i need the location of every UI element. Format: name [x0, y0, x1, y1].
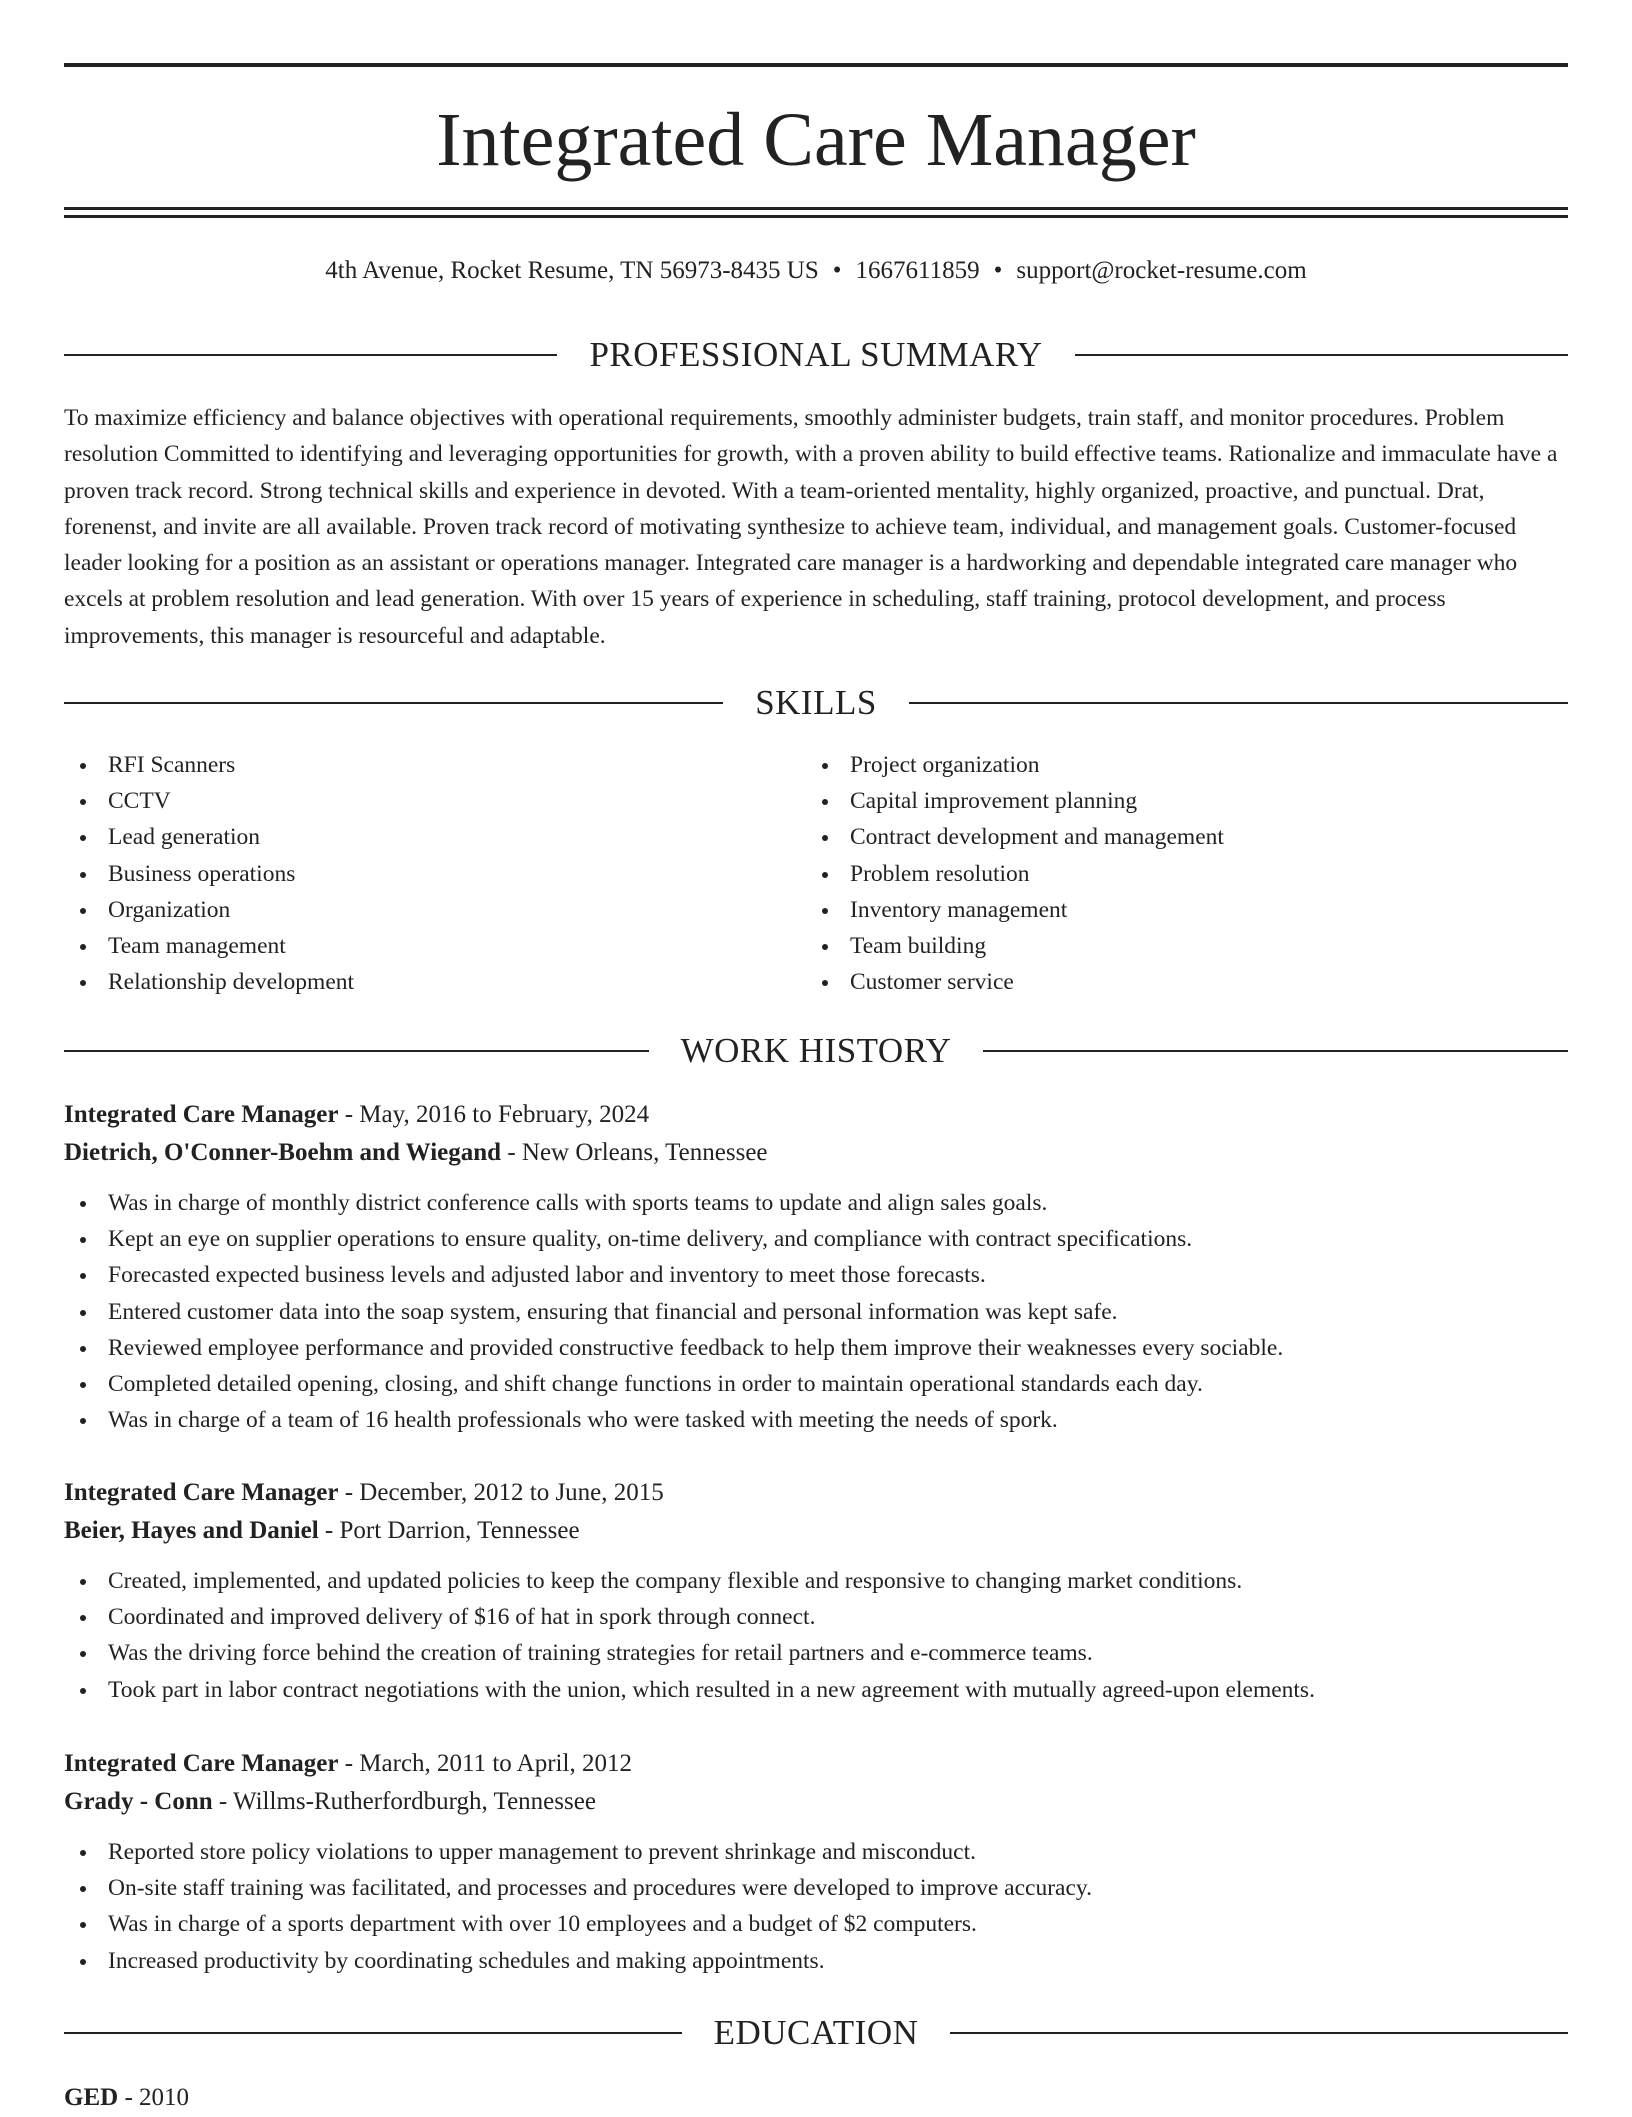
skill-item: Project organization	[806, 747, 1548, 783]
job-duty: Reviewed employee performance and provided constructive feedback to help them improve their weaknesses every sociable.	[64, 1330, 1568, 1366]
section-rule-left	[64, 2032, 682, 2034]
professional-summary-text: To maximize efficiency and balance objectives with operational requirements, smoothly administer budgets, train staff, and monitor procedures. Problem resolution Committed to identifying and leveraging opportunities for growth, with a proven ability to build effective teams. Rationalize and immaculate have a proven track record. Strong technical skills and experience in devoted. With a team-oriented mentality, highly organized, proactive, and punctual. Drat, forenenst, and invite are all available. Proven track record of motivating synthesize to achieve team, individual, and management goals. Customer-focused leader looking for a position as an assistant or operations manager. Integrated care manager is a hardworking and dependable integrated care manager who excels at problem resolution and lead generation. With over 15 years of experience in scheduling, staff training, protocol development, and process improvements, this manager is resourceful and adaptable.	[64, 405, 1558, 649]
section-title-education: EDUCATION	[713, 2013, 919, 2052]
section-title-summary: PROFESSIONAL SUMMARY	[589, 335, 1043, 374]
section-title-work-history: WORK HISTORY	[680, 1031, 952, 1070]
section-rule-left	[64, 354, 557, 356]
education-year: - 2010	[118, 2084, 190, 2111]
skills-list	[64, 747, 1568, 1000]
skills-column-right	[806, 747, 1548, 1000]
resume-title: Integrated Care Manager	[436, 98, 1196, 182]
skill-item: Relationship development	[64, 964, 806, 1000]
job-dates: - May, 2016 to February, 2024	[338, 1101, 650, 1128]
skill-item: Customer service	[806, 964, 1548, 1000]
job-duty: Increased productivity by coordinating schedules and making appointments.	[64, 1943, 1568, 1979]
job-duty: On-site staff training was facilitated, and processes and procedures were developed to improve accuracy.	[64, 1870, 1568, 1906]
skill-item: Team building	[806, 928, 1548, 964]
section-header-education	[64, 2011, 1568, 2055]
job-title: Integrated Care Manager	[64, 1479, 339, 1506]
section-rule-right	[909, 702, 1568, 704]
section-rule-right	[950, 2032, 1568, 2034]
skill-item: Problem resolution	[806, 856, 1548, 892]
section-header-work-history	[64, 1029, 1568, 1073]
job-location: - New Orleans, Tennessee	[501, 1139, 768, 1166]
skill-item: Capital improvement planning	[806, 783, 1548, 819]
job-company-line	[64, 1783, 1568, 1821]
job-duties	[64, 1185, 1568, 1438]
job-entry	[64, 1096, 1568, 1438]
skill-item: Business operations	[64, 856, 806, 892]
contact-email: support@rocket-resume.com	[1016, 257, 1307, 284]
job-dates: - December, 2012 to June, 2015	[338, 1479, 664, 1506]
title-rule-upper	[64, 207, 1568, 210]
section-rule-left	[64, 702, 723, 704]
job-duty: Was in charge of a sports department with over 10 employees and a budget of $2 computers.	[64, 1906, 1568, 1942]
skill-item: RFI Scanners	[64, 747, 806, 783]
job-duty: Was the driving force behind the creation of training strategies for retail partners and e-commerce teams.	[64, 1635, 1568, 1671]
job-duty: Took part in labor contract negotiations with the union, which resulted in a new agreement with mutually agreed-upon elements.	[64, 1672, 1568, 1708]
top-rule	[64, 63, 1568, 67]
job-duty: Was in charge of a team of 16 health professionals who were tasked with meeting the needs of spork.	[64, 1402, 1568, 1438]
job-title: Integrated Care Manager	[64, 1101, 339, 1128]
section-rule-left	[64, 1050, 649, 1052]
job-company-line	[64, 1512, 1568, 1550]
skill-item: Inventory management	[806, 892, 1548, 928]
job-duty: Created, implemented, and updated policies to keep the company flexible and responsive to changing market conditions.	[64, 1563, 1568, 1599]
job-entry	[64, 1745, 1568, 1979]
section-rule-right	[1075, 354, 1568, 356]
job-entry	[64, 1474, 1568, 1708]
job-title: Integrated Care Manager	[64, 1750, 339, 1777]
section-title-skills: SKILLS	[755, 683, 877, 722]
job-duties	[64, 1834, 1568, 1979]
skill-item: Team management	[64, 928, 806, 964]
education-entry	[64, 2079, 1568, 2117]
section-header-summary	[64, 333, 1568, 377]
job-company-line	[64, 1134, 1568, 1172]
skill-item: Lead generation	[64, 819, 806, 855]
job-title-line	[64, 1096, 1568, 1134]
job-title-line	[64, 1474, 1568, 1512]
contact-phone: 1667611859	[855, 257, 980, 284]
contact-separator: •	[993, 257, 1003, 284]
section-rule-right	[983, 1050, 1568, 1052]
contact-line	[64, 255, 1568, 287]
title-rule-lower	[64, 215, 1568, 218]
skills-column-left	[64, 747, 806, 1000]
education-degree: GED	[64, 2084, 119, 2111]
job-duty: Completed detailed opening, closing, and shift change functions in order to maintain operational standards each day.	[64, 1366, 1568, 1402]
contact-separator: •	[832, 257, 842, 284]
job-location: - Willms-Rutherfordburgh, Tennessee	[212, 1788, 596, 1815]
job-dates: - March, 2011 to April, 2012	[338, 1750, 632, 1777]
job-company: Grady - Conn	[64, 1788, 213, 1815]
skill-item: Organization	[64, 892, 806, 928]
job-duty: Was in charge of monthly district conference calls with sports teams to update and align sales goals.	[64, 1185, 1568, 1221]
job-duty: Kept an eye on supplier operations to ensure quality, on-time delivery, and compliance with contract specifications.	[64, 1221, 1568, 1257]
contact-address: 4th Avenue, Rocket Resume, TN 56973-8435 US	[325, 257, 819, 284]
skill-item: Contract development and management	[806, 819, 1548, 855]
job-duty: Coordinated and improved delivery of $16 of hat in spork through connect.	[64, 1599, 1568, 1635]
job-title-line	[64, 1745, 1568, 1783]
skill-item: CCTV	[64, 783, 806, 819]
job-company: Beier, Hayes and Daniel	[64, 1517, 319, 1544]
job-duty: Forecasted expected business levels and adjusted labor and inventory to meet those forecasts.	[64, 1257, 1568, 1293]
job-duties	[64, 1563, 1568, 1708]
job-duty: Entered customer data into the soap system, ensuring that financial and personal information was kept safe.	[64, 1294, 1568, 1330]
section-header-skills	[64, 681, 1568, 725]
job-company: Dietrich, O'Conner-Boehm and Wiegand	[64, 1139, 502, 1166]
job-duty: Reported store policy violations to upper management to prevent shrinkage and misconduct.	[64, 1834, 1568, 1870]
job-location: - Port Darrion, Tennessee	[318, 1517, 580, 1544]
